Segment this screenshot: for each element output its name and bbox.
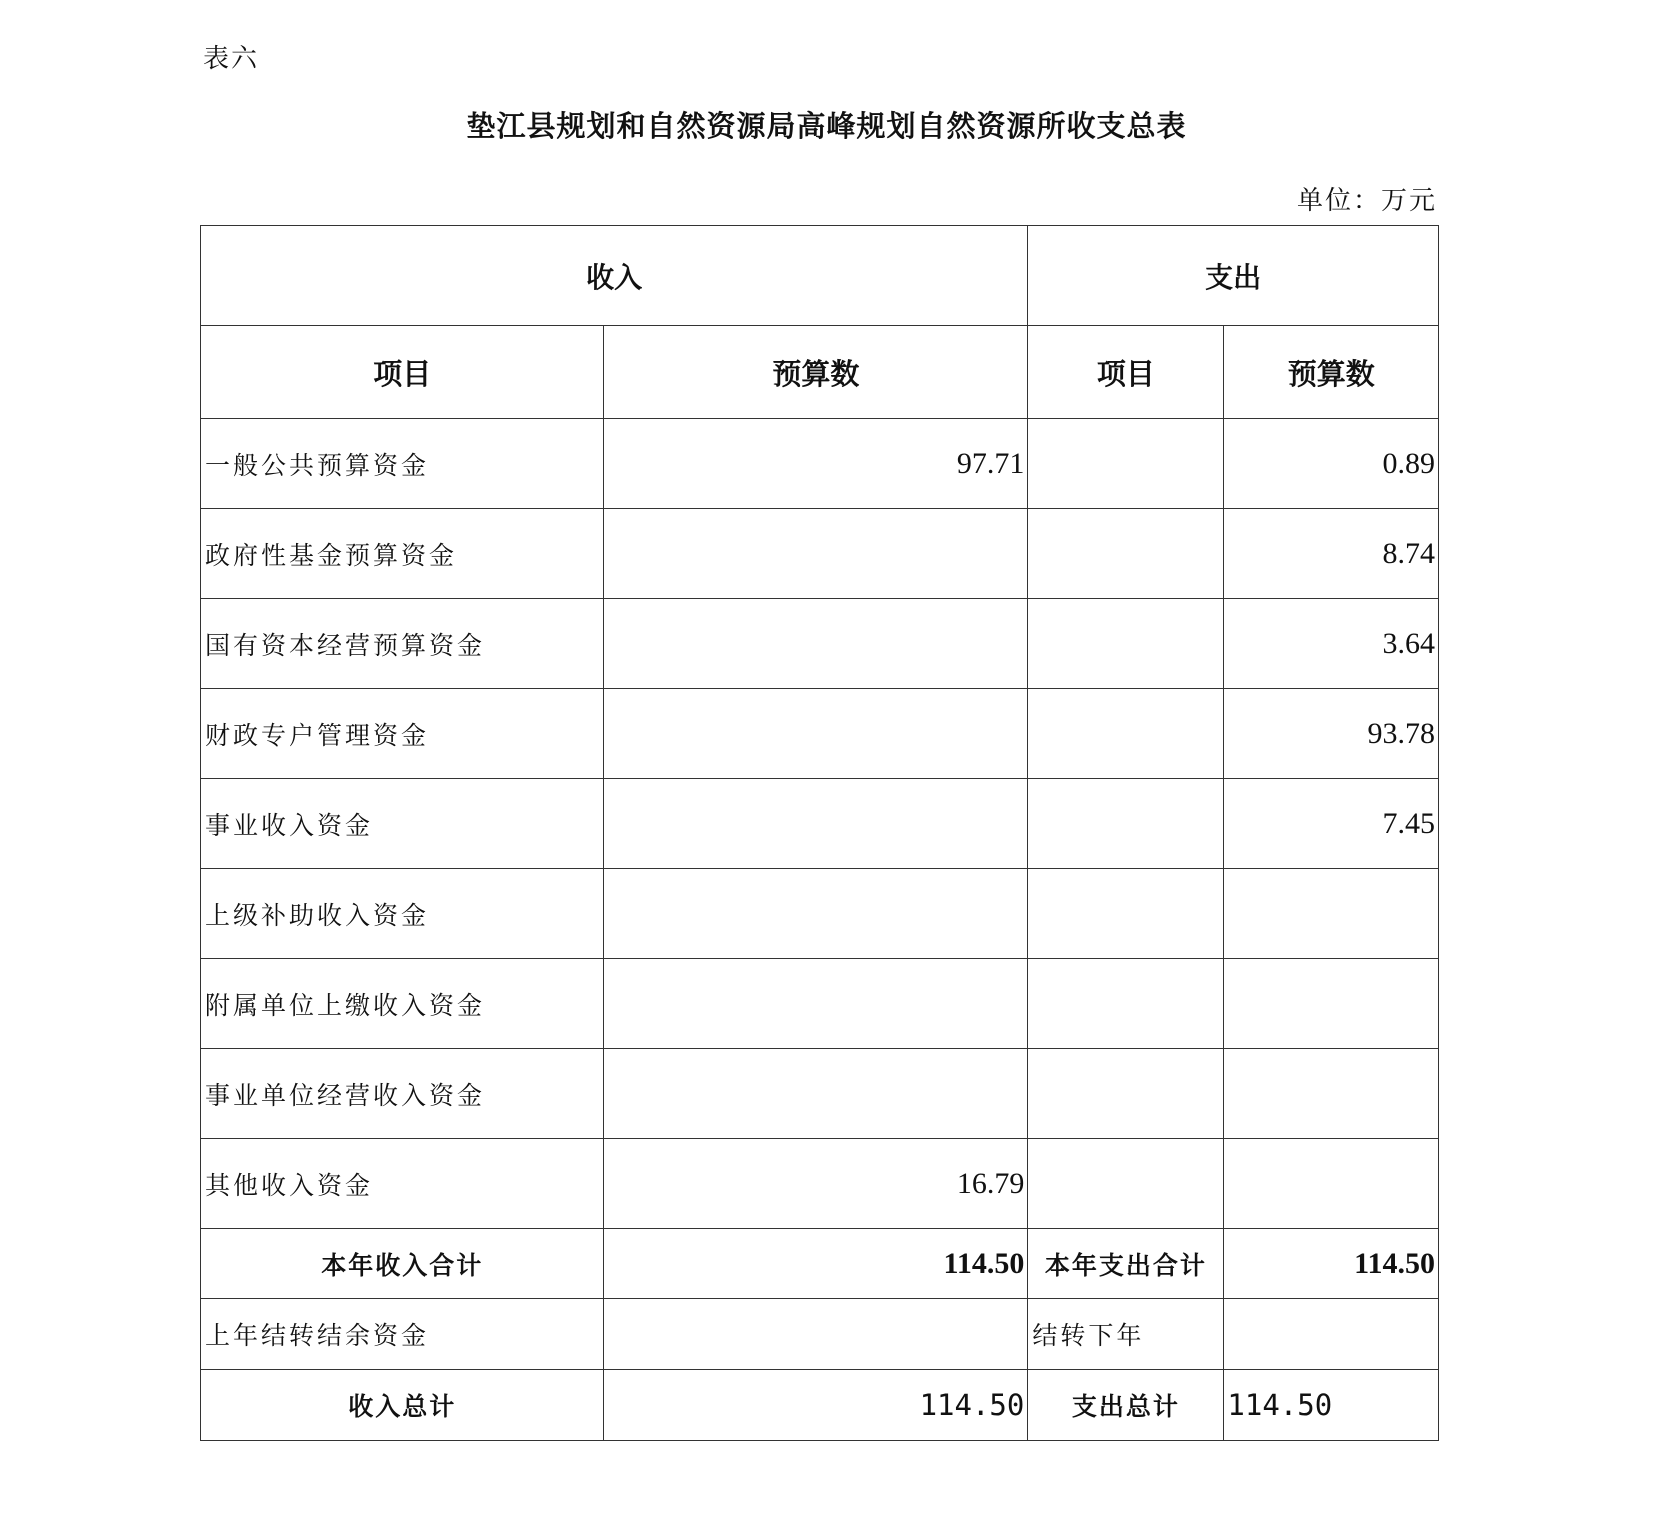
expense-item-cell [1028, 779, 1224, 869]
expense-item-cell [1028, 689, 1224, 779]
income-item-cell: 其他收入资金 [201, 1139, 604, 1229]
table-row [201, 959, 1439, 1049]
income-year-total-value: 114.50 [604, 1229, 1028, 1299]
expense-value-cell [1224, 869, 1439, 959]
table-row [201, 689, 1439, 779]
income-carry-value [604, 1299, 1028, 1370]
expense-value-cell: 8.74 [1224, 509, 1439, 599]
income-item-cell: 上级补助收入资金 [201, 869, 604, 959]
table-row [201, 1139, 1439, 1229]
table-row [201, 869, 1439, 959]
expense-value-cell [1224, 1139, 1439, 1229]
expense-grand-total-value: 114.50 [1224, 1370, 1439, 1441]
income-value-cell [604, 869, 1028, 959]
expense-section-header: 支出 [1028, 226, 1439, 326]
income-section-header: 收入 [201, 226, 1028, 326]
income-item-cell: 国有资本经营预算资金 [201, 599, 604, 689]
income-value-cell [604, 779, 1028, 869]
expense-value-cell [1224, 1049, 1439, 1139]
grand-total-row [201, 1370, 1439, 1441]
budget-summary-table [200, 225, 1439, 1441]
document-title: 垫江县规划和自然资源局高峰规划自然资源所收支总表 [466, 109, 1187, 143]
section-header-row [201, 226, 1439, 326]
income-item-header: 项目 [201, 326, 604, 419]
income-item-cell: 政府性基金预算资金 [201, 509, 604, 599]
income-budget-header: 预算数 [604, 326, 1028, 419]
income-grand-total-label: 收入总计 [201, 1370, 604, 1441]
income-value-cell [604, 689, 1028, 779]
expense-item-cell [1028, 959, 1224, 1049]
income-item-cell: 事业单位经营收入资金 [201, 1049, 604, 1139]
expense-carry-label: 结转下年 [1028, 1299, 1224, 1370]
income-item-cell: 财政专户管理资金 [201, 689, 604, 779]
expense-grand-total-label: 支出总计 [1028, 1370, 1224, 1441]
expense-item-cell [1028, 1049, 1224, 1139]
income-year-total-label: 本年收入合计 [201, 1229, 604, 1299]
expense-value-cell: 7.45 [1224, 779, 1439, 869]
expense-carry-value [1224, 1299, 1439, 1370]
expense-item-cell [1028, 1139, 1224, 1229]
expense-value-cell: 0.89 [1224, 419, 1439, 509]
expense-value-cell [1224, 959, 1439, 1049]
income-value-cell [604, 509, 1028, 599]
expense-item-cell [1028, 599, 1224, 689]
expense-item-cell [1028, 419, 1224, 509]
carry-over-row [201, 1299, 1439, 1370]
income-value-cell: 97.71 [604, 419, 1028, 509]
table-row [201, 419, 1439, 509]
expense-budget-header: 预算数 [1224, 326, 1439, 419]
income-item-cell: 事业收入资金 [201, 779, 604, 869]
income-grand-total-value: 114.50 [604, 1370, 1028, 1441]
table-row [201, 599, 1439, 689]
expense-value-cell: 93.78 [1224, 689, 1439, 779]
expense-item-cell [1028, 509, 1224, 599]
income-value-cell [604, 959, 1028, 1049]
expense-year-total-value: 114.50 [1224, 1229, 1439, 1299]
year-total-row [201, 1229, 1439, 1299]
expense-item-header: 项目 [1028, 326, 1224, 419]
income-value-cell [604, 599, 1028, 689]
table-row [201, 1049, 1439, 1139]
income-carry-label: 上年结转结余资金 [201, 1299, 604, 1370]
table-number-label: 表六 [203, 44, 260, 74]
table-row [201, 509, 1439, 599]
expense-year-total-label: 本年支出合计 [1028, 1229, 1224, 1299]
income-item-cell: 附属单位上缴收入资金 [201, 959, 604, 1049]
column-header-row [201, 326, 1439, 419]
income-value-cell [604, 1049, 1028, 1139]
income-value-cell: 16.79 [604, 1139, 1028, 1229]
income-item-cell: 一般公共预算资金 [201, 419, 604, 509]
table-row [201, 779, 1439, 869]
unit-note: 单位：万元 [1296, 186, 1437, 216]
expense-value-cell: 3.64 [1224, 599, 1439, 689]
expense-item-cell [1028, 869, 1224, 959]
